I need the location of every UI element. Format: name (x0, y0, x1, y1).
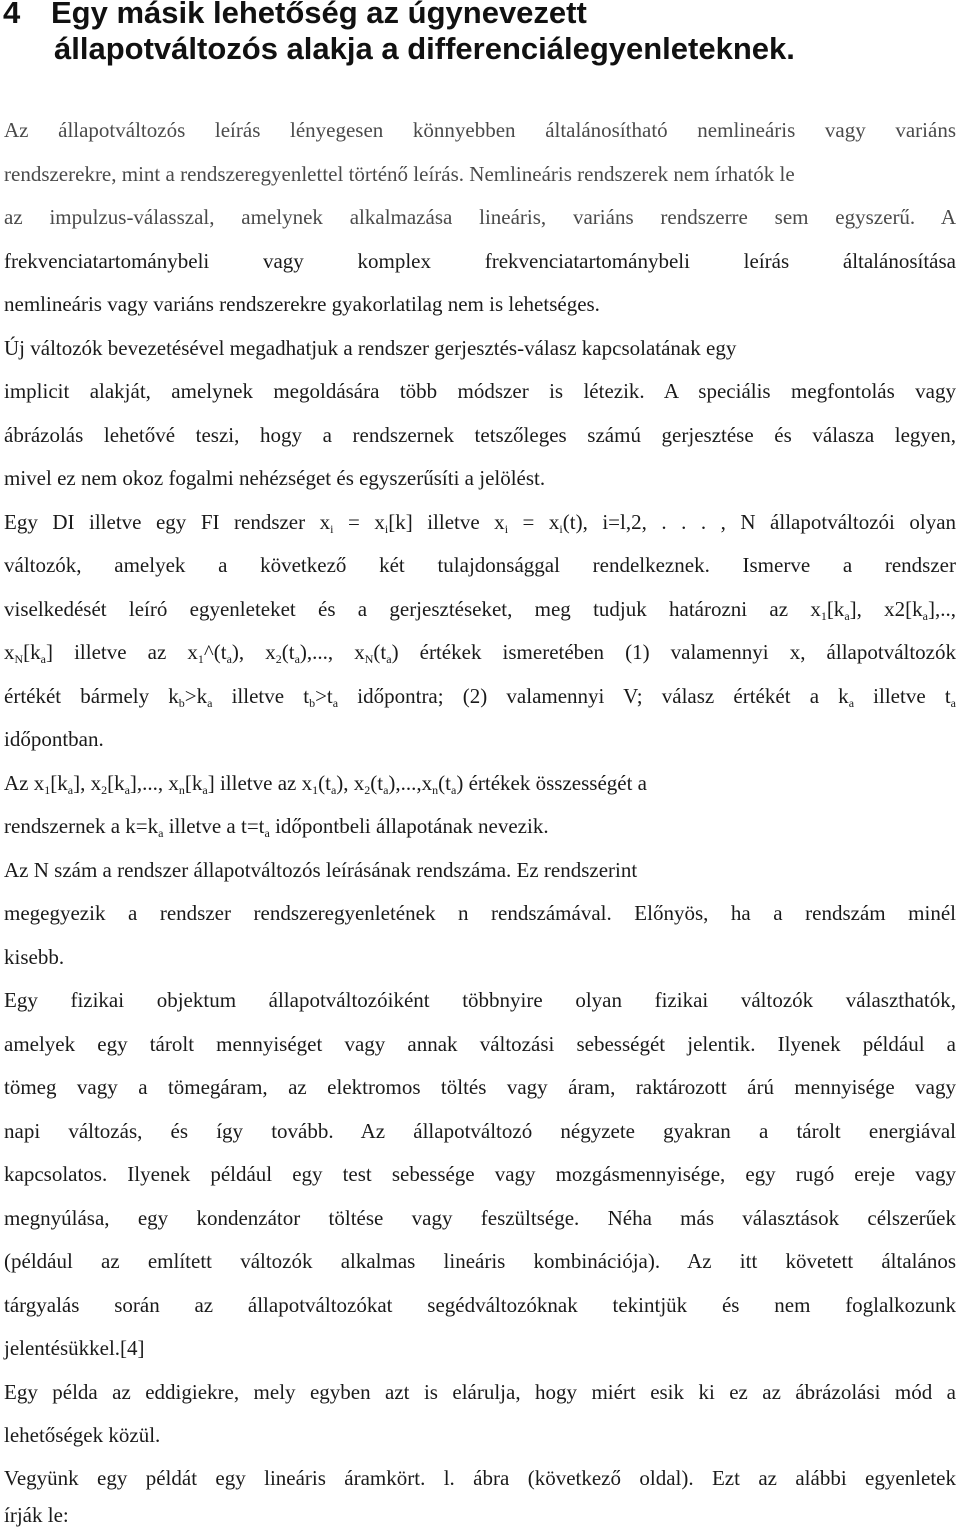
paragraph-line: kapcsolatos. Ilyenek például egy test sebessége vagy mozgásmennyisége, egy rugó ereje vagy (4, 1162, 956, 1186)
text-run: (t (281, 640, 295, 664)
text-run: = x (508, 510, 560, 534)
subscript: N (364, 652, 374, 666)
subscript: 2 (364, 783, 371, 797)
subscript: a (124, 783, 130, 797)
paragraph-line (4, 768, 956, 798)
subscript: a (844, 609, 850, 623)
subscript: i (504, 522, 509, 536)
text-run: (t), i=l,2, . . . , N állapotváltozói olyan (562, 510, 957, 534)
text-run: = x (333, 510, 385, 534)
text-run: [k (826, 597, 845, 621)
paragraph-line: időpontban. (4, 727, 104, 751)
text-run: Egy DI illetve egy FI rendszer x (4, 510, 331, 534)
paragraph-line: rendszerekre, mint a rendszeregyenlettel történő leírás. Nemlineáris rendszerek nem írhatók le (4, 162, 795, 186)
text-run: ^(t (203, 640, 227, 664)
text-run: időpontbeli állapotának nevezik. (269, 814, 549, 838)
paragraph-line: lehetőségek közül. (4, 1423, 161, 1447)
section-heading (3, 0, 795, 67)
paragraph-line (4, 637, 956, 667)
subscript: a (922, 609, 928, 623)
paragraph-line: frekvenciatartománybeli vagy komplex frekvenciatartománybeli leírás általánosítása (4, 249, 956, 273)
paragraph-line: jelentésükkel.[4] (4, 1336, 145, 1360)
text-run: ] illetve az x (46, 640, 198, 664)
subscript: n (432, 783, 439, 797)
subscript: a (67, 783, 74, 797)
subscript: 2 (101, 783, 108, 797)
text-run: illetve a t=t (163, 814, 265, 838)
text-run: [k (50, 771, 68, 795)
text-run: [k (107, 771, 125, 795)
paragraph-line (4, 594, 956, 624)
text-run: Az x (4, 771, 45, 795)
paragraph-line: tömeg vagy a tömegáram, az elektromos töltés vagy áram, raktározott árú mennyisége vagy (4, 1075, 956, 1099)
text-run: (t (373, 640, 387, 664)
subscript: a (848, 696, 855, 710)
paragraph-line (4, 811, 956, 841)
subscript: 1 (820, 609, 827, 623)
text-run: (t (318, 771, 331, 795)
text-run: értékét bármely k (4, 684, 179, 708)
paragraph-line: megegyezik a rendszer rendszeregyenletének n rendszámával. Előnyös, ha a rendszám minél (4, 901, 956, 925)
section-title-line-1: Egy másik lehetőség az úgynevezett (51, 0, 587, 30)
subscript: a (226, 652, 232, 666)
subscript: a (451, 783, 457, 797)
paragraph-line: megnyúlása, egy kondenzátor töltése vagy feszültsége. Néha más választások célszerűek (4, 1206, 956, 1230)
paragraph-line: (például az említett változók alkalmas lineáris kombinációja). Az itt követett általános (4, 1249, 956, 1273)
text-run: viselkedését leíró egyenleteket és a gerjesztéseket, meg tudjuk határozni az x (4, 597, 821, 621)
text-run: időpontra; (2) valamennyi V; válasz értékét a k (338, 684, 849, 708)
text-run: rendszernek a k=k (4, 814, 159, 838)
text-run: ) értékek ismeretében (1) valamennyi x, állapotváltozók (391, 640, 956, 664)
paragraph-line: napi változás, és így tovább. Az állapotváltozó négyzete gyakran a tárolt energiával (4, 1119, 956, 1143)
section-number: 4 (3, 0, 21, 30)
text-run: ), x (231, 640, 276, 664)
text-run: illetve t (854, 684, 951, 708)
paragraph-line: Vegyünk egy példát egy lineáris áramkört. l. ábra (következő oldal). Ezt az alábbi egyenletek (4, 1466, 956, 1490)
subscript: N (14, 652, 24, 666)
subscript: n (178, 783, 185, 797)
subscript: a (158, 826, 164, 840)
paragraph-line (4, 681, 956, 711)
text-run: [k] illetve x (388, 510, 505, 534)
subscript: i (330, 522, 334, 536)
paragraph-line: kisebb. (4, 945, 65, 969)
paragraph-line: Egy példa az eddigiekre, mely egyben azt is elárulja, hogy miért esik ki ez az ábrázolási mód a (4, 1380, 956, 1404)
paragraph-line: az impulzus-válasszal, amelynek alkalmazása lineáris, variáns rendszerre sem egyszerű. A (4, 205, 956, 229)
paragraph-line: Új változók bevezetésével megadhatjuk a rendszer gerjesztés-válasz kapcsolatának egy (4, 336, 737, 360)
section-title-line-2: állapotváltozós alakja a differenciálegyenleteknek. (54, 31, 795, 66)
subscript: i (384, 522, 389, 536)
text-run: ], x (73, 771, 102, 795)
subscript: a (40, 652, 46, 666)
text-run: ), x (336, 771, 365, 795)
text-run: >t (315, 684, 333, 708)
paragraph-line (4, 507, 956, 537)
paragraph-line: amelyek egy tárolt mennyiséget vagy annak változási sebességét jelentik. Ilyenek például a (4, 1032, 956, 1056)
subscript: 1 (312, 783, 319, 797)
text-run: illetve t (212, 684, 310, 708)
subscript: 1 (197, 652, 204, 666)
subscript: b (309, 696, 316, 710)
subscript: a (330, 783, 337, 797)
text-run: ],..., x (129, 771, 179, 795)
subscript: b (178, 696, 185, 710)
text-run: ),...,x (388, 771, 433, 795)
text-run: [k (23, 640, 41, 664)
text-run: ),..., x (299, 640, 365, 664)
subscript: 2 (275, 652, 282, 666)
text-run: ] illetve az x (207, 771, 313, 795)
subscript: a (202, 783, 208, 797)
subscript: a (383, 783, 389, 797)
subscript: a (264, 826, 270, 840)
paragraph-line: írják le: (4, 1503, 69, 1527)
text-run: x (4, 640, 15, 664)
subscript: a (207, 696, 213, 710)
paragraph-line: nemlineáris vagy variáns rendszerekre gyakorlatilag nem is lehetséges. (4, 292, 600, 316)
subscript: a (950, 696, 956, 710)
text-run: [k (184, 771, 203, 795)
paragraph-line: ábrázolás lehetővé teszi, hogy a rendszernek tetszőleges számú gerjesztése és válasza legyen, (4, 423, 956, 447)
text-run: >k (184, 684, 208, 708)
paragraph-line: Egy fizikai objektum állapotváltozóiként többnyire olyan fizikai változók választhatók, (4, 988, 956, 1012)
subscript: i (559, 522, 563, 536)
paragraph-line: Az N szám a rendszer állapotváltozós leírásának rendszáma. Ez rendszerint (4, 858, 638, 882)
paragraph-line: implicit alakját, amelynek megoldására több módszer is létezik. A speciális megfontolás vagy (4, 379, 956, 403)
paragraph-line: mivel ez nem okoz fogalmi nehézséget és egyszerűsíti a jelölést. (4, 466, 546, 490)
text-run: (t (438, 771, 451, 795)
subscript: a (386, 652, 392, 666)
paragraph-line: tárgyalás során az állapotváltozókat segédváltozóknak tekintjük és nem foglalkozunk (4, 1293, 956, 1317)
paragraph-line: Az állapotváltozós leírás lényegesen könnyebben általánosítható nemlineáris vagy variáns (4, 118, 956, 142)
text-run: ], x2[k (849, 597, 923, 621)
subscript: a (294, 652, 300, 666)
subscript: a (332, 696, 339, 710)
subscript: 1 (44, 783, 51, 797)
text-run: ],.., (927, 597, 956, 621)
text-run: ) értékek összességét a (456, 771, 647, 795)
paragraph-line: változók, amelyek a következő két tulajdonsággal rendelkeznek. Ismerve a rendszer (4, 553, 956, 577)
text-run: (t (370, 771, 384, 795)
